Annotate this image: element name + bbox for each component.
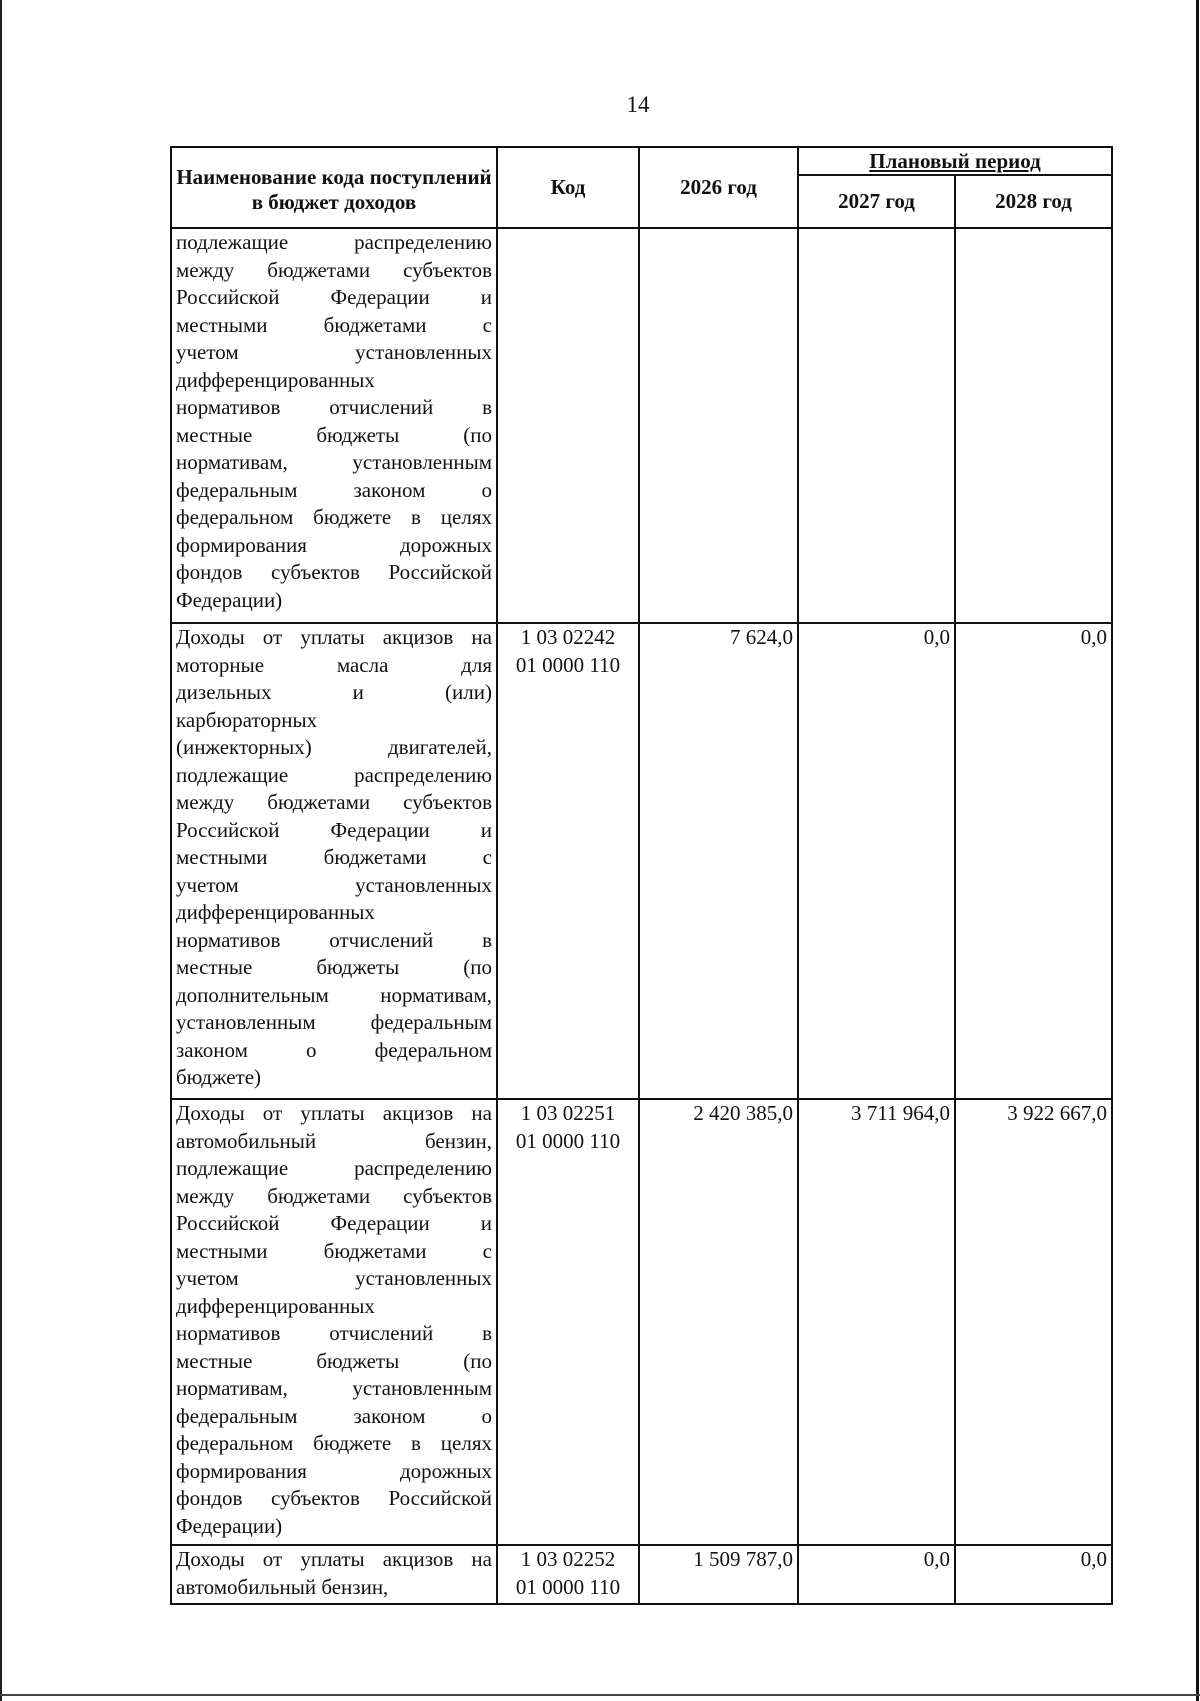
table-row [171,228,1112,623]
revenue-name-cell [171,1099,497,1545]
revenue-code-line: 01 0000 110 [515,652,621,677]
revenue-name-line: дифференцированных [176,900,375,924]
revenue-name-line: местными бюджетами с [176,312,492,337]
revenue-name-line: между бюджетами субъектов [176,790,492,814]
revenue-name-line: федеральным законом о [176,1403,492,1428]
revenue-name-line: местные бюджеты (по [176,422,492,447]
revenue-code-cell [497,623,639,1099]
value-2028-cell [955,228,1112,623]
revenue-name-cell [171,228,497,623]
revenue-code-line: 1 03 02252 [520,1547,616,1571]
revenue-name-line: нормативов отчислений в [176,927,492,952]
revenue-name-line: местные бюджеты (по [176,1348,492,1373]
revenue-name-line: дифференцированных [176,367,375,392]
revenue-code-line: 1 03 02242 [520,625,616,649]
table-row [171,623,1112,1099]
revenue-name-line: бюджете) [176,1065,262,1089]
revenue-name-line: между бюджетами субъектов [176,1183,492,1208]
revenue-name-line: Федерации) [176,1513,283,1538]
revenue-name-line: федеральном бюджете в целях [176,505,492,529]
revenue-name-line: фондов субъектов Российской [176,1486,492,1510]
revenue-name-line: (инжекторных) двигателей, [176,735,492,759]
table-row [171,1099,1112,1545]
revenue-name-line: федеральном бюджете в целях [176,1431,492,1455]
revenue-name-line: учетом установленных [176,872,492,897]
revenue-name-cell [171,623,497,1099]
value-2028-cell: 3 922 667,0 [955,1099,1112,1545]
revenue-name-line: карбюраторных [176,707,318,732]
revenue-code-line: 1 03 02251 [520,1101,616,1125]
revenue-name-line: автомобильный бензин, [176,1128,492,1153]
table-row [171,1545,1112,1604]
revenue-name-line: федеральным законом о [176,477,492,502]
value-2027-cell [798,228,955,623]
scan-edge-right [1196,0,1199,1701]
revenue-name-line: фондов субъектов Российской [176,560,492,584]
revenue-name-line: Российской Федерации и [176,1211,492,1235]
revenue-name-line: Доходы от уплаты акцизов на [176,625,492,649]
revenue-name-line: автомобильный бензин, [176,1574,389,1599]
revenue-code-cell [497,1545,639,1604]
revenue-name-line: нормативов отчислений в [176,1321,492,1345]
revenue-name-line: между бюджетами субъектов [176,257,492,282]
value-2027-cell: 0,0 [798,623,955,1099]
revenue-name-line: учетом установленных [176,1266,492,1290]
revenue-name-line: Федерации) [176,587,283,612]
revenue-name-line: моторные масла для [176,652,492,677]
revenue-name-line: дифференцированных [176,1293,375,1318]
value-2026-cell: 1 509 787,0 [639,1545,798,1604]
revenue-code-line: 01 0000 110 [515,1128,621,1153]
revenue-code-cell [497,228,639,623]
value-2028-cell: 0,0 [955,1545,1112,1604]
page-number: 14 [626,92,650,117]
value-2026-cell [639,228,798,623]
scan-edge-left [0,0,2,1701]
header-year-2027: 2027 год [798,175,955,228]
revenue-name-line: Российской Федерации и [176,817,492,842]
revenue-name-line: нормативам, установленным [176,450,492,474]
header-planning-period: Плановый период [798,147,1112,175]
revenue-name-line: Доходы от уплаты акцизов на [176,1547,492,1571]
revenue-name-line: дополнительным нормативам, [176,982,492,1007]
revenue-table [170,146,1113,1605]
revenue-name-line: учетом установленных [176,340,492,364]
revenue-name-line: установленным федеральным [176,1010,492,1034]
header-name: Наименование кода поступлений в бюджет доходов [171,147,497,228]
value-2028-cell: 0,0 [955,623,1112,1099]
value-2026-cell: 2 420 385,0 [639,1099,798,1545]
revenue-name-line: местными бюджетами с [176,845,492,869]
revenue-name-line: формирования дорожных [176,532,492,557]
revenue-name-line: подлежащие распределению [176,1156,492,1180]
header-code: Код [497,147,639,228]
header-year-2026: 2026 год [639,147,798,228]
scan-edge-bottom [0,1694,1200,1696]
revenue-name-line: подлежащие распределению [176,762,492,787]
value-2027-cell: 3 711 964,0 [798,1099,955,1545]
revenue-name-cell [171,1545,497,1604]
revenue-name-line: нормативов отчислений в [176,395,492,419]
revenue-name-line: местными бюджетами с [176,1238,492,1263]
revenue-name-line: Доходы от уплаты акцизов на [176,1101,492,1125]
value-2026-cell: 7 624,0 [639,623,798,1099]
revenue-code-line: 01 0000 110 [515,1574,621,1599]
revenue-name-line: подлежащие распределению [176,230,492,254]
revenue-name-line: нормативам, установленным [176,1376,492,1400]
revenue-code-cell [497,1099,639,1545]
header-year-2028: 2028 год [955,175,1112,228]
revenue-name-line: Российской Федерации и [176,285,492,309]
value-2027-cell: 0,0 [798,1545,955,1604]
revenue-name-line: местные бюджеты (по [176,955,492,979]
revenue-name-line: дизельных и (или) [176,680,492,704]
revenue-name-line: законом о федеральном [176,1037,492,1062]
revenue-name-line: формирования дорожных [176,1458,492,1483]
